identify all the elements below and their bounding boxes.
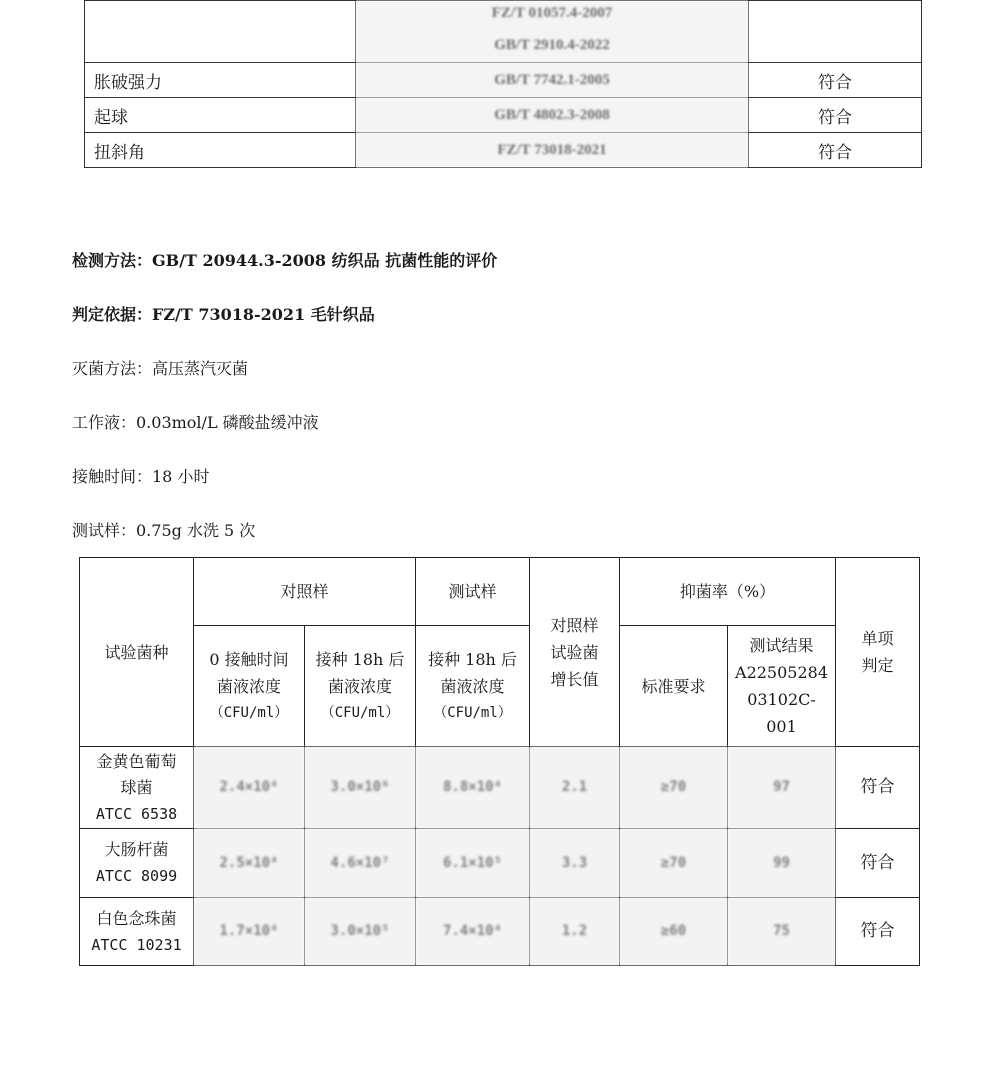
standard-text: FZ/T 01057.4-2007 (491, 5, 613, 21)
strain-cell (80, 898, 194, 966)
table-row (80, 898, 920, 966)
item-cell (85, 1, 356, 63)
rate-header: 抑菌率（%） (620, 558, 836, 626)
judgement-basis-line: 判定依据：FZ/T 73018-2021 毛针织品 (72, 305, 375, 324)
subheader-row (80, 626, 920, 747)
table-row (85, 98, 922, 133)
standards-table (84, 0, 922, 168)
working-fluid-line: 工作液：0.03mol/L 磷酸盐缓冲液 (72, 413, 319, 432)
verdict-cell: 符合 (836, 829, 920, 898)
atcc-code: ATCC 8099 (95, 867, 178, 885)
subheader-line: 菌液浓度 (328, 676, 393, 696)
antibacterial-table (79, 557, 920, 966)
result-value: 97 (728, 747, 836, 829)
control-header: 对照样 (194, 558, 416, 626)
table-row (85, 63, 922, 98)
standard-requirement-header: 标准要求 (620, 626, 728, 747)
verdict-cell: 符合 (836, 747, 920, 829)
subheader-line: 菌液浓度 (440, 676, 505, 696)
standard-cell: FZ/T 73018-2021 (356, 133, 749, 168)
unit-label: （CFU/ml） (209, 704, 289, 721)
strain-cell (80, 747, 194, 829)
unit-label: （CFU/ml） (320, 704, 400, 721)
strain-name: 金黄色葡萄 (96, 751, 177, 771)
table-row (80, 829, 920, 898)
growth-header-line: 对照样 (550, 615, 599, 635)
header-row (80, 558, 920, 626)
item-cell: 胀破强力 (85, 63, 356, 98)
growth-value: 1.2 (530, 898, 620, 966)
control-18h-value: 4.6×10⁷ (305, 829, 416, 898)
result-cell: 符合 (749, 133, 922, 168)
strain-name: 球菌 (120, 777, 153, 797)
strain-cell (80, 829, 194, 898)
test-18h-value: 8.8×10⁴ (416, 747, 530, 829)
subheader-line: 测试结果 (749, 636, 814, 655)
standard-cell: GB/T 4802.3-2008 (356, 98, 749, 133)
growth-header-line: 试验菌 (550, 642, 599, 662)
test-method-line: 检测方法：GB/T 20944.3-2008 纺织品 抗菌性能的评价 (72, 251, 498, 270)
requirement-value: ≥70 (620, 829, 728, 898)
control-0h-value: 2.4×10⁴ (194, 747, 305, 829)
atcc-code: ATCC 10231 (91, 935, 182, 954)
test-18h-value: 6.1×10⁵ (416, 829, 530, 898)
verdict-header (836, 558, 920, 747)
standard-text: GB/T 2910.4-2022 (494, 37, 610, 53)
subheader-line: 0 接触时间 (209, 649, 289, 669)
verdict-header-line: 单项 (861, 629, 894, 648)
table-row (85, 1, 922, 63)
item-cell: 扭斜角 (85, 133, 356, 168)
strain-name: 大肠杆菌 (104, 840, 169, 859)
subheader-line: 03102C- (747, 690, 816, 709)
test-18h-header (416, 626, 530, 747)
control-18h-value: 3.0×10⁶ (305, 747, 416, 829)
strain-header: 试验菌种 (80, 558, 194, 747)
subheader-line: 001 (766, 717, 797, 736)
growth-header-line: 增长值 (550, 669, 599, 689)
standard-cell: GB/T 7742.1-2005 (356, 63, 749, 98)
growth-value: 2.1 (530, 747, 620, 829)
result-cell (749, 1, 922, 63)
control-0h-value: 2.5×10⁴ (194, 829, 305, 898)
growth-header (530, 558, 620, 747)
test-result-header (728, 626, 836, 747)
atcc-code: ATCC 6538 (95, 804, 178, 823)
result-cell: 符合 (749, 98, 922, 133)
item-cell: 起球 (85, 98, 356, 133)
test-sample-line: 测试样：0.75g 水洗 5 次 (72, 521, 256, 540)
result-value: 99 (728, 829, 836, 898)
table-row (85, 133, 922, 168)
strain-name: 白色念珠菌 (96, 908, 177, 928)
standard-cell (356, 1, 749, 63)
test-18h-value: 7.4×10⁴ (416, 898, 530, 966)
subheader-line: 接种 18h 后 (315, 649, 405, 669)
requirement-value: ≥60 (620, 898, 728, 966)
control-0h-value: 1.7×10⁴ (194, 898, 305, 966)
verdict-cell: 符合 (836, 898, 920, 966)
control-18h-header (305, 626, 416, 747)
subheader-line: A22505284 (735, 663, 829, 682)
subheader-line: 菌液浓度 (216, 676, 281, 696)
subheader-line: 接种 18h 后 (428, 649, 517, 669)
result-cell: 符合 (749, 63, 922, 98)
contact-time-line: 接触时间：18 小时 (72, 467, 210, 486)
control-18h-value: 3.0×10⁵ (305, 898, 416, 966)
table-row (80, 747, 920, 829)
sterilization-line: 灭菌方法：高压蒸汽灭菌 (72, 359, 249, 378)
unit-label: （CFU/ml） (433, 704, 512, 721)
control-0h-header (194, 626, 305, 747)
test-header: 测试样 (416, 558, 530, 626)
verdict-header-line: 判定 (861, 656, 894, 675)
result-value: 75 (728, 898, 836, 966)
requirement-value: ≥70 (620, 747, 728, 829)
growth-value: 3.3 (530, 829, 620, 898)
